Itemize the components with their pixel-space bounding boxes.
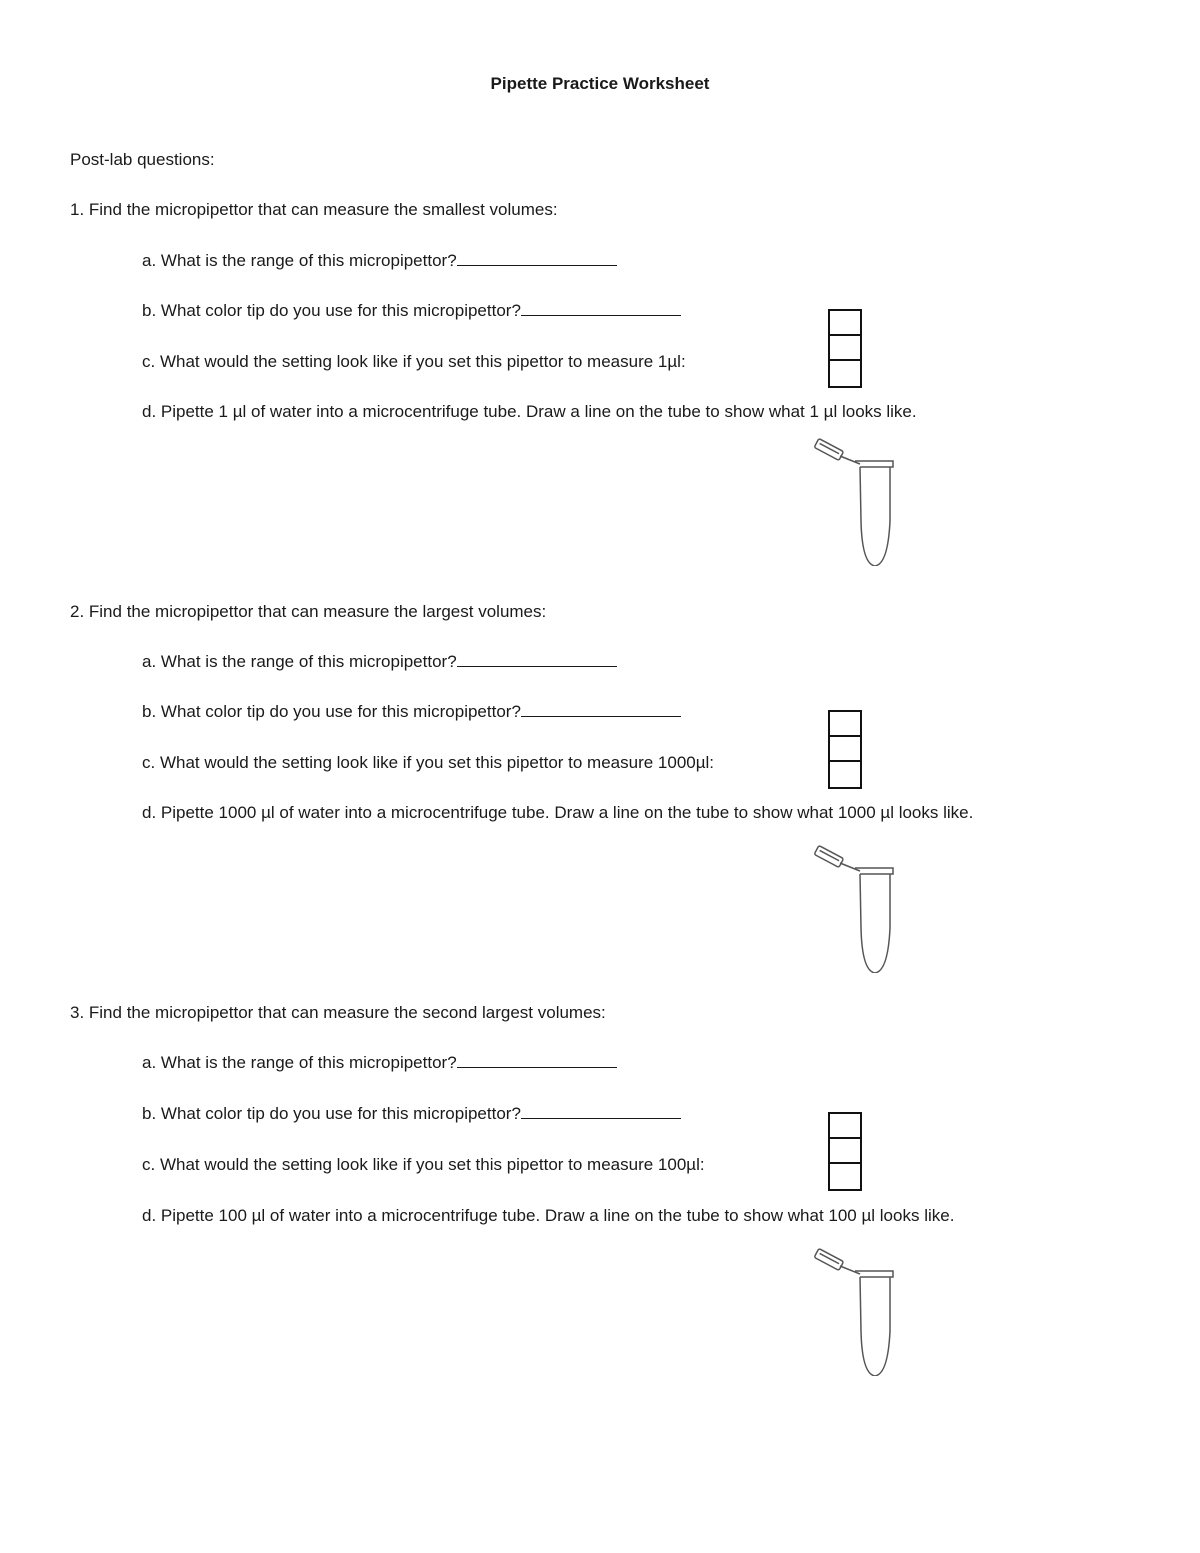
dial-digit-box[interactable] [830,1164,860,1189]
question-2a-answer-blank[interactable] [457,652,617,667]
question-3d-text: d. Pipette 100 µl of water into a microcentrifuge tube. Draw a line on the tube to show what 100 µl looks like. [142,1206,955,1225]
question-3a-answer-blank[interactable] [457,1053,617,1068]
question-2a [142,652,617,672]
question-3c [142,1155,705,1175]
question-3-pipette-dial[interactable] [828,1112,862,1191]
question-3d [142,1206,954,1226]
dial-digit-box[interactable] [830,737,860,762]
question-2d [142,803,973,823]
page-title: Pipette Practice Worksheet [490,74,710,93]
question-1c-text: c. What would the setting look like if you set this pipettor to measure 1µl: [142,352,686,371]
dial-digit-box[interactable] [830,762,860,787]
question-2b-text: b. What color tip do you use for this micropipettor? [142,702,521,721]
question-1d-text: d. Pipette 1 µl of water into a microcentrifuge tube. Draw a line on the tube to show what 1 µl looks like. [142,402,917,421]
question-1b-text: b. What color tip do you use for this micropipettor? [142,301,521,320]
dial-digit-box[interactable] [830,336,860,361]
question-3c-text: c. What would the setting look like if you set this pipettor to measure 100µl: [142,1155,705,1174]
question-2-pipette-dial[interactable] [828,710,862,789]
question-1a-answer-blank[interactable] [457,251,617,266]
microcentrifuge-tube-icon[interactable] [810,843,900,973]
dial-digit-box[interactable] [830,1114,860,1139]
section-subtitle: Post-lab questions: [70,150,215,169]
question-2a-text: a. What is the range of this micropipettor? [142,652,457,671]
question-3b-text: b. What color tip do you use for this micropipettor? [142,1104,521,1123]
question-1d [142,402,917,422]
question-2c-text: c. What would the setting look like if you set this pipettor to measure 1000µl: [142,753,715,772]
question-2c [142,753,714,773]
question-3a [142,1053,617,1073]
question-2d-text: d. Pipette 1000 µl of water into a microcentrifuge tube. Draw a line on the tube to show what 1000 µl looks like. [142,803,974,822]
question-3b-answer-blank[interactable] [521,1104,681,1119]
question-1a [142,251,617,271]
question-2b-answer-blank[interactable] [521,702,681,717]
question-2b [142,702,681,722]
question-1a-text: a. What is the range of this micropipettor? [142,251,457,270]
question-1-heading: 1. Find the micropipettor that can measure the smallest volumes: [70,200,558,219]
dial-digit-box[interactable] [830,311,860,336]
question-3a-text: a. What is the range of this micropipettor? [142,1053,457,1072]
question-1-pipette-dial[interactable] [828,309,862,388]
microcentrifuge-tube-icon[interactable] [810,436,900,566]
dial-digit-box[interactable] [830,712,860,737]
question-1b-answer-blank[interactable] [521,301,681,316]
question-3b [142,1104,681,1124]
dial-digit-box[interactable] [830,1139,860,1164]
question-1b [142,301,681,321]
question-1c [142,352,686,372]
microcentrifuge-tube-icon[interactable] [810,1246,900,1376]
dial-digit-box[interactable] [830,361,860,386]
question-2-heading: 2. Find the micropipettor that can measure the largest volumes: [70,602,547,621]
question-3-heading: 3. Find the micropipettor that can measure the second largest volumes: [70,1003,606,1022]
